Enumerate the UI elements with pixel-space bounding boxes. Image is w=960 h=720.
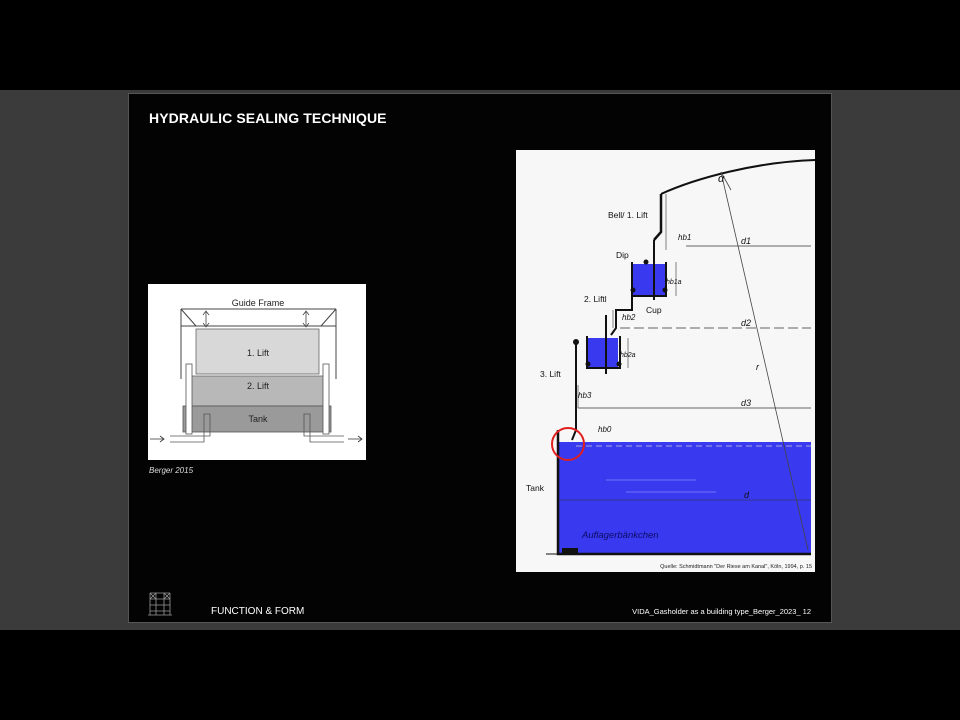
footer-section-title: FUNCTION & FORM [211,606,305,617]
cup1-water [633,264,665,296]
lift2-label: 2. Lift [246,381,270,391]
footer-reference: VIDA_Gasholder as a building type_Berger_2023_ 12 [632,607,811,616]
cup2-water [588,338,618,368]
hb1-label: hb1 [678,233,692,242]
r-label: r [756,362,759,372]
d-label: d [744,490,750,500]
slide-title: HYDRAULIC SEALING TECHNIQUE [149,110,387,126]
figure-caption: Berger 2015 [149,466,194,475]
hb2-label: hb2 [622,313,636,322]
lift2-drawing-label: 2. Liftl [584,294,607,304]
hb3-label: hb3 [578,391,592,400]
d3-label: d3 [741,398,752,408]
d1-label: d1 [741,236,752,246]
hb1a-label: hb1a [666,279,682,286]
source-label: Quelle: Schmidtmann "Der Riese am Kanal", Köln, 1994, p. 15 [660,564,812,570]
d2-label: d2 [741,318,752,328]
hb2a-label: hb2a [620,352,636,359]
lift1-label: 1. Lift [246,348,270,358]
dip-label: Dip [616,250,629,260]
auflager-label: Auflagerbänkchen [582,530,659,541]
alpha-label: α [718,173,725,185]
hb0-label: hb0 [598,425,612,434]
gasholder-schematic [148,284,366,460]
tank-label: Tank [248,414,268,424]
bell-label: Bell/ 1. Lift [608,210,648,220]
lift3-label: 3. Lift [540,369,561,379]
cup-label: Cup [646,305,662,315]
gasholder-section-drawing [516,150,815,572]
slide [128,93,832,623]
gasholder-logo-icon [146,589,174,617]
guide-frame-label: Guide Frame [231,298,285,308]
tank-drawing-label: Tank [526,483,544,493]
